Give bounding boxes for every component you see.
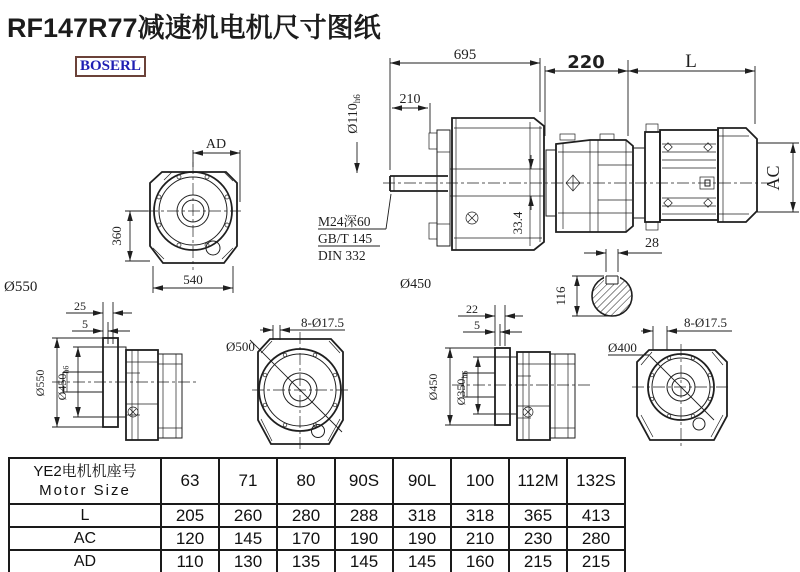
motor-size-table: [8, 457, 626, 572]
bolt-circle-label: Ø400: [608, 340, 637, 355]
size-63: 63: [161, 458, 219, 504]
dim-210-label: 210: [399, 92, 421, 107]
value-cell: 160: [451, 550, 509, 572]
size-90l: 90L: [393, 458, 451, 504]
value-cell: 280: [277, 504, 335, 527]
dim-5-label: 5: [82, 317, 88, 331]
motor: [633, 124, 757, 230]
motor-size-label-cn: YE2电机机座号: [33, 463, 137, 480]
flange-face-view-small: [608, 315, 732, 446]
dim-540-label: 540: [183, 272, 203, 287]
value-cell: 205: [161, 504, 219, 527]
center-mark-diamond: [566, 175, 580, 191]
shaft-cross-section: [553, 236, 662, 316]
size-100: 100: [451, 458, 509, 504]
table-row-l: [9, 504, 625, 527]
value-cell: 145: [219, 527, 277, 550]
value-cell: 130: [219, 550, 277, 572]
bolt-circle-label: Ø500: [226, 339, 255, 354]
table-header-motor-size: [9, 458, 161, 504]
row-label: AC: [9, 527, 161, 550]
row-label: L: [9, 504, 161, 527]
value-cell: 413: [567, 504, 625, 527]
dim-360-label: 360: [109, 226, 124, 246]
size-132s: 132S: [567, 458, 625, 504]
flange-od-label: Ø450: [426, 373, 440, 401]
table-row-ad: [9, 550, 625, 572]
value-cell: 210: [451, 527, 509, 550]
size-112m: 112M: [509, 458, 567, 504]
row-label: AD: [9, 550, 161, 572]
value-cell: 135: [277, 550, 335, 572]
brand-logo: BOSERL: [75, 56, 146, 77]
gearmotor-side-view: [318, 47, 799, 292]
table-row-ac: [9, 527, 625, 550]
tap-std1-label: GB/T 145: [318, 231, 373, 246]
flange-side-view-small: [426, 302, 592, 440]
value-cell: 280: [567, 527, 625, 550]
dim-334-label: 33.4: [510, 211, 525, 235]
value-cell: 190: [335, 527, 393, 550]
value-cell: 215: [509, 550, 567, 572]
flange-spigot-label: $Ø450_{h6}$: [55, 365, 71, 401]
value-cell: 230: [509, 527, 567, 550]
dim-ac-label: AC: [763, 165, 783, 191]
value-cell: 170: [277, 527, 335, 550]
flange-od-label: Ø550: [33, 369, 47, 397]
oil-plug-symbol: [466, 212, 478, 224]
size-80: 80: [277, 458, 335, 504]
value-cell: 110: [161, 550, 219, 572]
dim-22-label: 22: [466, 302, 478, 316]
holes-callout-label: 8-Ø17.5: [684, 315, 727, 330]
holes-callout-label: 8-Ø17.5: [301, 315, 344, 330]
value-cell: 365: [509, 504, 567, 527]
value-cell: 215: [567, 550, 625, 572]
value-cell: 145: [393, 550, 451, 572]
dim-220-label: 220: [567, 52, 605, 73]
tap-spec-label: M24深60: [318, 214, 371, 229]
tap-std2-label: DIN 332: [318, 248, 366, 263]
table-header-row: [9, 458, 625, 504]
value-cell: 190: [393, 527, 451, 550]
gearbox-front-view: [4, 137, 241, 295]
dim-116-label: 116: [553, 286, 568, 306]
dim-l-label: L: [685, 51, 697, 72]
oil-plug-symbol: [523, 407, 533, 417]
value-cell: 260: [219, 504, 277, 527]
main-flange-diameter-label: Ø450: [400, 277, 432, 292]
value-cell: 120: [161, 527, 219, 550]
oil-plug-symbol: [128, 407, 138, 417]
flange-side-view-large: [33, 299, 196, 440]
dim-28-label: 28: [645, 236, 659, 251]
page-title: RF147R77减速机电机尺寸图纸: [7, 13, 381, 43]
size-71: 71: [219, 458, 277, 504]
value-cell: 288: [335, 504, 393, 527]
flange-face-view-large: [226, 315, 349, 450]
value-cell: 318: [451, 504, 509, 527]
dim-5-label: 5: [474, 318, 480, 332]
value-cell: 318: [393, 504, 451, 527]
dim-695-label: 695: [453, 47, 477, 63]
value-cell: 145: [335, 550, 393, 572]
size-90s: 90S: [335, 458, 393, 504]
motor-size-label-en: Motor Size: [39, 482, 131, 499]
shaft-diameter-label: $Ø110_{h6}$: [346, 94, 362, 134]
dim-25-label: 25: [74, 299, 86, 313]
dim-ad-label: AD: [205, 137, 227, 152]
flange-spigot-label: $Ø350_{h6}$: [454, 370, 470, 406]
front-view-diameter-label: Ø550: [4, 279, 38, 295]
